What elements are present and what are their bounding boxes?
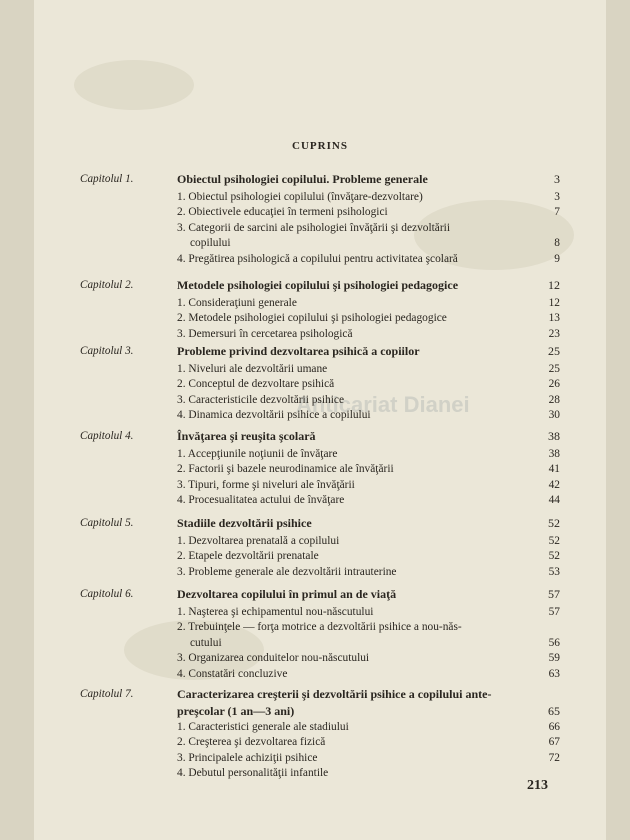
chapter-5 xyxy=(80,512,560,580)
chapter-title: Obiectul psihologiei copilului. Probleme generale xyxy=(177,172,428,186)
toc-item: 1. Accepţiunile noţiunii de învăţare 38 xyxy=(177,448,560,460)
chapter-label: Capitolul 2. xyxy=(80,279,134,291)
chapter-page: 65 xyxy=(548,704,560,718)
chapter-1 xyxy=(80,168,560,267)
chapter-label: Capitolul 5. xyxy=(80,517,134,529)
chapter-label: Capitolul 6. xyxy=(80,588,134,600)
chapter-heading xyxy=(80,274,560,296)
watermark: Anticariat Dianei xyxy=(296,392,470,417)
chapter-page: 3 xyxy=(554,172,560,186)
chapter-label: Capitolul 7. xyxy=(80,688,134,700)
toc-item: 1. Consideraţiuni generale 12 xyxy=(177,297,560,309)
toc-item: 3. Demersuri în cercetarea psihologică 23 xyxy=(177,327,560,340)
chapter-title: Probleme privind dezvoltarea psihică a copiilor xyxy=(177,344,420,358)
chapter-page: 57 xyxy=(548,587,560,601)
toc-item: cutului 56 xyxy=(190,636,560,649)
chapter-page: 25 xyxy=(548,344,560,358)
toc-item: 2. Metodele psihologiei copilului şi psihologiei pedagogice 13 xyxy=(177,312,560,325)
toc-item: 3. Caracteristicile dezvoltării psihice 28 xyxy=(177,393,560,406)
chapter-title: Dezvoltarea copilului în primul an de viaţă xyxy=(177,587,397,601)
chapter-6 xyxy=(80,583,560,682)
toc-item: 4. Debutul personalităţii infantile xyxy=(177,767,329,780)
toc-item: 4. Pregătirea psihologică a copilului pentru activitatea şcolară 9 xyxy=(177,252,560,265)
chapter-page: 38 xyxy=(548,429,560,443)
chapter-page: 52 xyxy=(548,516,560,530)
chapter-heading xyxy=(80,686,560,703)
toc-item: 2. Trebuinţele — forţa motrice a dezvoltării psihice a nou-năs- xyxy=(177,621,462,634)
toc-item: 3. Tipuri, forme şi niveluri ale învăţării 42 xyxy=(177,478,560,491)
toc-item: 1. Niveluri ale dezvoltării umane 25 xyxy=(177,363,560,375)
toc-item: 3. Organizarea conduitelor nou-născutului 59 xyxy=(177,652,560,665)
toc-item: 3. Categorii de sarcini ale psihologiei învăţării şi dezvoltării xyxy=(177,221,450,234)
toc-item: 1. Naşterea şi echipamentul nou-născutului 57 xyxy=(177,606,560,618)
chapter-title: Metodele psihologiei copilului şi psihologiei pedagogice xyxy=(177,278,459,292)
chapter-label: Capitolul 1. xyxy=(80,173,134,185)
toc-item: 4. Dinamica dezvoltării psihice a copilului 30 xyxy=(177,409,560,422)
chapter-heading xyxy=(80,425,560,447)
toc-item: 2. Conceptul de dezvoltare psihică 26 xyxy=(177,378,560,391)
chapter-title: Stadiile dezvoltării psihice xyxy=(177,516,312,530)
chapter-page: 12 xyxy=(548,278,560,292)
chapter-title: Învăţarea şi reuşita şcolară xyxy=(177,429,316,443)
chapter-heading xyxy=(80,512,560,534)
toc-item: 2. Creşterea şi dezvoltarea fizică 67 xyxy=(177,736,560,749)
chapter-title: Caracterizarea creşterii şi dezvoltării psihice a copilului ante- xyxy=(177,687,492,701)
chapter-4 xyxy=(80,425,560,509)
chapter-label: Capitolul 4. xyxy=(80,430,134,442)
chapter-heading xyxy=(80,583,560,605)
toc-item: 1. Caracteristici generale ale stadiului 66 xyxy=(177,721,560,733)
toc-item: 4. Procesualitatea actului de învăţare 44 xyxy=(177,494,560,507)
chapter-heading-cont xyxy=(80,703,560,720)
chapter-7 xyxy=(80,686,560,782)
toc-item: 2. Factorii şi bazele neurodinamice ale învăţării 41 xyxy=(177,463,560,476)
toc-item: 1. Obiectul psihologiei copilului (învăţare-dezvoltare) 3 xyxy=(177,191,560,203)
chapter-heading xyxy=(80,168,560,190)
chapter-title-cont: preşcolar (1 an—3 ani) xyxy=(177,704,295,718)
chapter-3 xyxy=(80,340,560,424)
book-page xyxy=(34,0,606,840)
chapter-label: Capitolul 3. xyxy=(80,345,134,357)
toc-item: 2. Etapele dezvoltării prenatale 52 xyxy=(177,550,560,563)
toc-item: 4. Constatări concluzive 63 xyxy=(177,667,560,680)
page-title: CUPRINS xyxy=(292,140,348,152)
toc-item: 2. Obiectivele educaţiei în termeni psihologici 7 xyxy=(177,206,560,219)
toc-item: 1. Dezvoltarea prenatală a copilului 52 xyxy=(177,535,560,547)
chapter-heading xyxy=(80,340,560,362)
toc-item: 3. Principalele achiziţii psihice 72 xyxy=(177,751,560,764)
chapter-2 xyxy=(80,274,560,342)
toc-item: copilului 8 xyxy=(190,237,560,250)
toc-item: 3. Probleme generale ale dezvoltării intrauterine 53 xyxy=(177,565,560,578)
page-number: 213 xyxy=(527,778,548,793)
